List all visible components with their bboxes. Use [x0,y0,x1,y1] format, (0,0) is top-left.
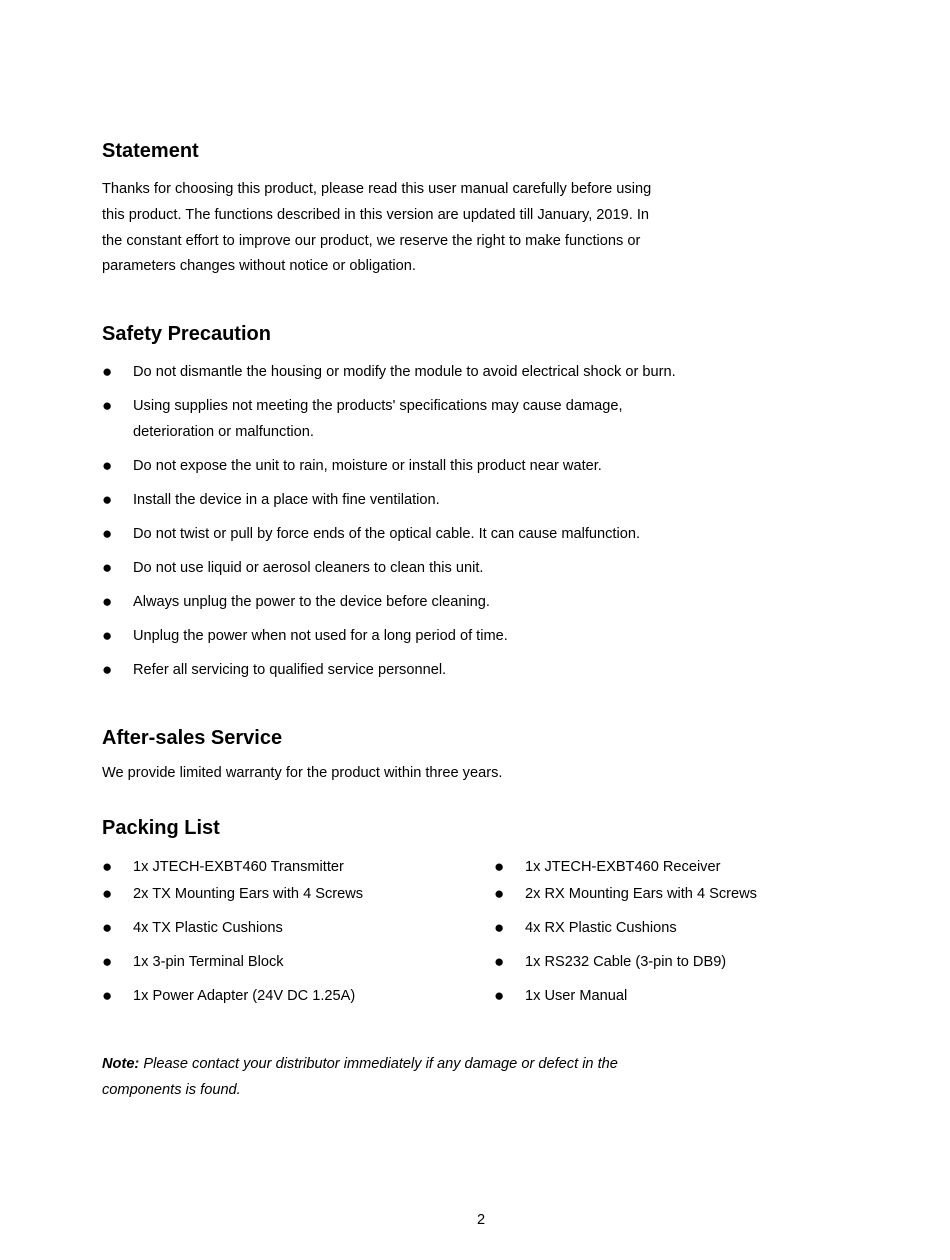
packing-item-text: 4x TX Plastic Cushions [133,920,283,936]
packing-item-text: 1x 3-pin Terminal Block [133,954,284,970]
statement-line: parameters changes without notice or obligation. [102,258,416,274]
after-sales-text: We provide limited warranty for the product within three years. [102,765,503,781]
bullet-icon: ● [494,884,505,903]
packing-item-text: 2x TX Mounting Ears with 4 Screws [133,886,364,902]
bullet-icon: ● [102,362,113,381]
bullet-icon: ● [102,918,113,937]
statement-line: this product. The functions described in this version are updated till January, 2019. In [102,207,650,223]
packing-item-text: 1x User Manual [525,988,628,1004]
bullet-icon: ● [102,952,113,971]
bullet-icon: ● [494,986,505,1005]
bullet-icon: ● [102,626,113,645]
bullet-icon: ● [494,857,505,876]
safety-item-text: Always unplug the power to the device before cleaning. [133,594,490,610]
bullet-icon: ● [102,558,113,577]
safety-item-text: Install the device in a place with fine ventilation. [133,492,440,508]
packing-heading: Packing List [102,817,220,839]
after-sales-heading: After-sales Service [102,727,283,749]
bullet-icon: ● [102,456,113,475]
bullet-icon: ● [102,857,113,876]
bullet-icon: ● [102,396,113,415]
safety-item-text: Using supplies not meeting the products' specifications may cause damage, [133,398,623,414]
bullet-icon: ● [494,918,505,937]
statement-heading: Statement [102,140,199,162]
safety-item-text: Refer all servicing to qualified service personnel. [133,662,447,678]
safety-item-text: deterioration or malfunction. [133,424,314,440]
bullet-icon: ● [102,660,113,679]
packing-item-text: 1x JTECH-EXBT460 Transmitter [133,859,344,875]
packing-item-text: 1x JTECH-EXBT460 Receiver [525,859,721,875]
packing-item-text: 1x Power Adapter (24V DC 1.25A) [133,988,356,1004]
bullet-icon: ● [102,524,113,543]
note-label: Note: [102,1056,140,1072]
bullet-icon: ● [494,952,505,971]
bullet-icon: ● [102,884,113,903]
note-text: components is found. [102,1082,241,1098]
statement-line: the constant effort to improve our product, we reserve the right to make functions or [102,233,641,249]
safety-item-text: Unplug the power when not used for a long period of time. [133,628,508,644]
packing-item-text: 1x RS232 Cable (3-pin to DB9) [525,954,727,970]
safety-item-text: Do not twist or pull by force ends of the optical cable. It can cause malfunction. [133,526,640,542]
packing-item-text: 2x RX Mounting Ears with 4 Screws [525,886,757,902]
bullet-icon: ● [102,490,113,509]
page-number: 2 [476,1212,486,1228]
statement-line: Thanks for choosing this product, please read this user manual carefully before using [102,181,652,197]
note [102,1051,618,1103]
bullet-icon: ● [102,592,113,611]
note-text: Please contact your distributor immediately if any damage or defect in the [139,1056,618,1072]
packing-item-text: 4x RX Plastic Cushions [525,920,677,936]
safety-item-text: Do not use liquid or aerosol cleaners to clean this unit. [133,560,484,576]
safety-item-text: Do not expose the unit to rain, moisture or install this product near water. [133,458,602,474]
safety-item-text: Do not dismantle the housing or modify the module to avoid electrical shock or burn. [133,364,676,380]
bullet-icon: ● [102,986,113,1005]
safety-heading: Safety Precaution [102,323,271,345]
